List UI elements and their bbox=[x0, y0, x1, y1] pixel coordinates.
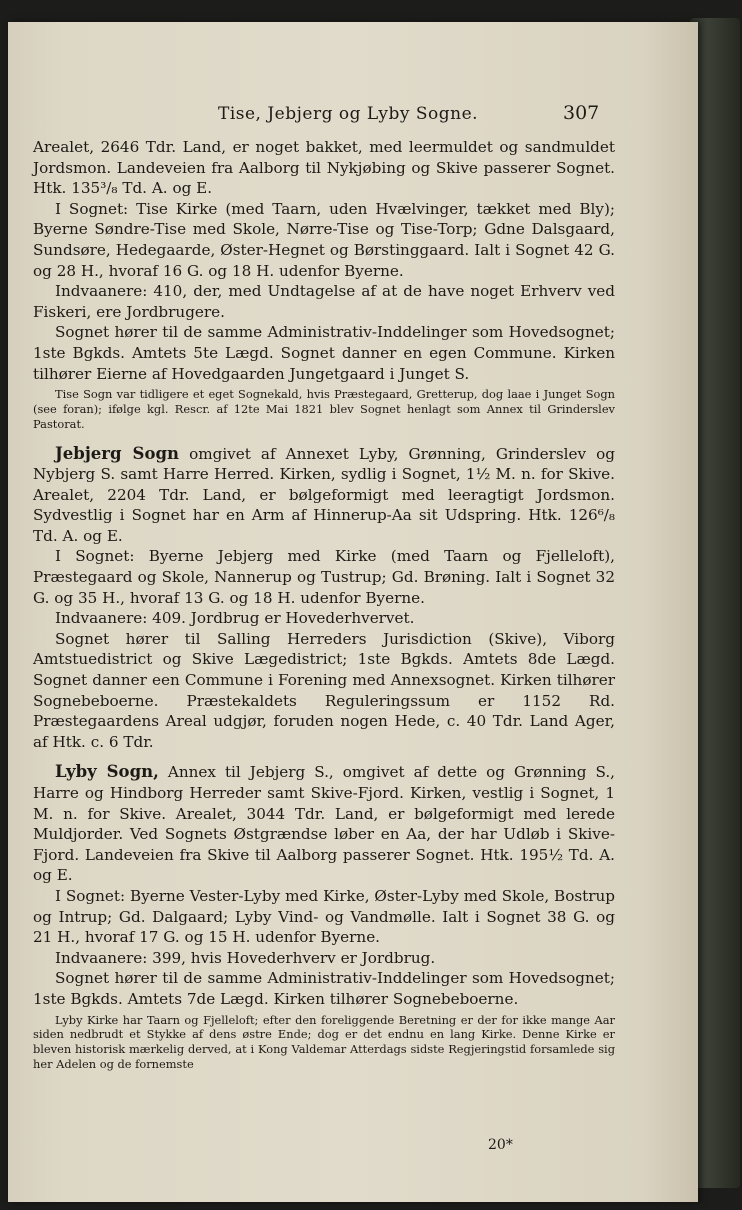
lyby-paragraph-places: I Sognet: Byerne Vester-Lyby med Kirke, Øster-Lyby med Skole, Bostrup og Intrup; Gd. Dalgaard; Lyby Vind- og Vandmølle. Ialt i Sognet 38 G. og 21 H., hvoraf 17 G. og 15 H. udenfor Byerne. bbox=[33, 886, 615, 947]
lyby-intro-text: Annex til Jebjerg S., omgivet af dette og Grønning S., Harre og Hindborg Herreder samt Skive-Fjord. Kirken, vestlig i Sognet, 1 M. n. for Skive. Arealet, 3044 Tdr. Land, er bølgeformigt med lerede Muldjorder. Ved Sognets Østgrændse løber en Aa, der har Udløb i Skive-Fjord. Landeveien fra Skive til Aalborg passerer Sognet. Htk. 195½ Td. A. og E. bbox=[33, 763, 615, 885]
lyby-note-text: Lyby Kirke har Taarn og Fjelleloft; efter den foreliggende Beretning er der for ikke mange Aar siden nedbrudt et Stykke af dens østre Ende; dog er det endnu en lang Kirke. Denne Kirke er bleven historisk mærkelig derved, at i Kong Valdemar Atterdags sidste Regjeringstid forsamlede sig her Adelen og de fornemste bbox=[33, 1012, 615, 1071]
lyby-footnote bbox=[33, 1013, 615, 1072]
jebjerg-heading: Jebjerg Sogn bbox=[55, 443, 179, 463]
lyby-heading: Lyby Sogn, bbox=[55, 762, 159, 782]
jebjerg-paragraph-intro bbox=[33, 444, 615, 547]
running-head: Tise, Jebjerg og Lyby Sogne. bbox=[218, 104, 479, 124]
tise-paragraph-area: Arealet, 2646 Tdr. Land, er noget bakket, med leermuldet og sandmuldet Jordsmon. Landeveien fra Aalborg til Nykjøbing og Skive passerer Sognet. Htk. 135³/₈ Td. A. og E. bbox=[33, 138, 615, 198]
tise-paragraph-places: I Sognet: Tise Kirke (med Taarn, uden Hvælvinger, tækket med Bly); Byerne Søndre-Tise med Skole, Nørre-Tise og Tise-Torp; Gdne Dalsgaard, Sundsøre, Hedegaarde, Øster-Hegnet og Børstinggaard. Ialt i Sognet 42 G. og 28 H., hvoraf 16 G. og 18 H. udenfor Byerne. bbox=[33, 199, 615, 280]
jebjerg-intro-text: omgivet af Annexet Lyby, Grønning, Grinderslev og Nybjerg S. samt Harre Herred. Kirken, sydlig i Sognet, 1½ M. n. for Skive. Arealet, 2204 Tdr. Land, er bølgeformigt med leeragtigt Jordsmon. Sydvestlig i Sognet har en Arm af Hinnerup-Aa sit Udspring. Htk. 126⁶/₈ Td. A. og E. bbox=[33, 444, 615, 545]
tise-paragraph-inhabitants: Indvaanere: 410, der, med Undtagelse af at de have noget Erhverv ved Fiskeri, ere Jordbrugere. bbox=[33, 282, 615, 321]
book-page bbox=[8, 22, 698, 1202]
jebjerg-paragraph-administration: Sognet hører til Salling Herreders Jurisdiction (Skive), Viborg Amtstuedistrict og Skive Lægedistrict; 1ste Bgkds. Amtets 8de Lægd. Sognet danner een Commune i Forening med Annexsognet. Kirken tilhører Sognebeboerne. Præstekaldets Reguleringssum er 1152 Rd. Præstegaardens Areal udgjør, foruden nogen Hede, c. 40 Tdr. Land Ager, af Htk. c. 6 Tdr. bbox=[33, 629, 615, 751]
page-header bbox=[8, 104, 698, 128]
jebjerg-paragraph-inhabitants: Indvaanere: 409. Jordbrug er Hovederhvervet. bbox=[55, 609, 415, 628]
printer-signature: 20* bbox=[488, 1137, 513, 1153]
jebjerg-paragraph-places: I Sognet: Byerne Jebjerg med Kirke (med Taarn og Fjelleloft), Præstegaard og Skole, Nannerup og Tustrup; Gd. Brøning. Ialt i Sognet 32 G. og 35 H., hvoraf 13 G. og 18 H. udenfor Byerne. bbox=[33, 547, 615, 607]
lyby-paragraph-intro bbox=[33, 762, 615, 886]
body-text bbox=[33, 137, 615, 1074]
page-number: 307 bbox=[563, 102, 600, 124]
tise-note-text: Tise Sogn var tidligere et eget Sognekald, hvis Præstegaard, Gretterup, dog laae i Junget Sogn (see foran); ifølge kgl. Rescr. af 12te Mai 1821 blev Sognet henlagt som Annex til Grinderslev Pastorat. bbox=[33, 387, 615, 431]
lyby-paragraph-inhabitants: Indvaanere: 399, hvis Hovederhverv er Jordbrug. bbox=[55, 948, 436, 967]
tise-footnote bbox=[33, 387, 615, 431]
lyby-paragraph-administration: Sognet hører til de samme Administrativ-Inddelinger som Hovedsognet; 1ste Bgkds. Amtets 7de Lægd. Kirken tilhører Sognebeboerne. bbox=[33, 969, 615, 1008]
tise-paragraph-administration: Sognet hører til de samme Administrativ-Inddelinger som Hovedsognet; 1ste Bgkds. Amtets 5te Lægd. Sognet danner en egen Commune. Kirken tilhører Eierne af Hovedgaarden Jungetgaard i Junget S. bbox=[33, 323, 615, 383]
